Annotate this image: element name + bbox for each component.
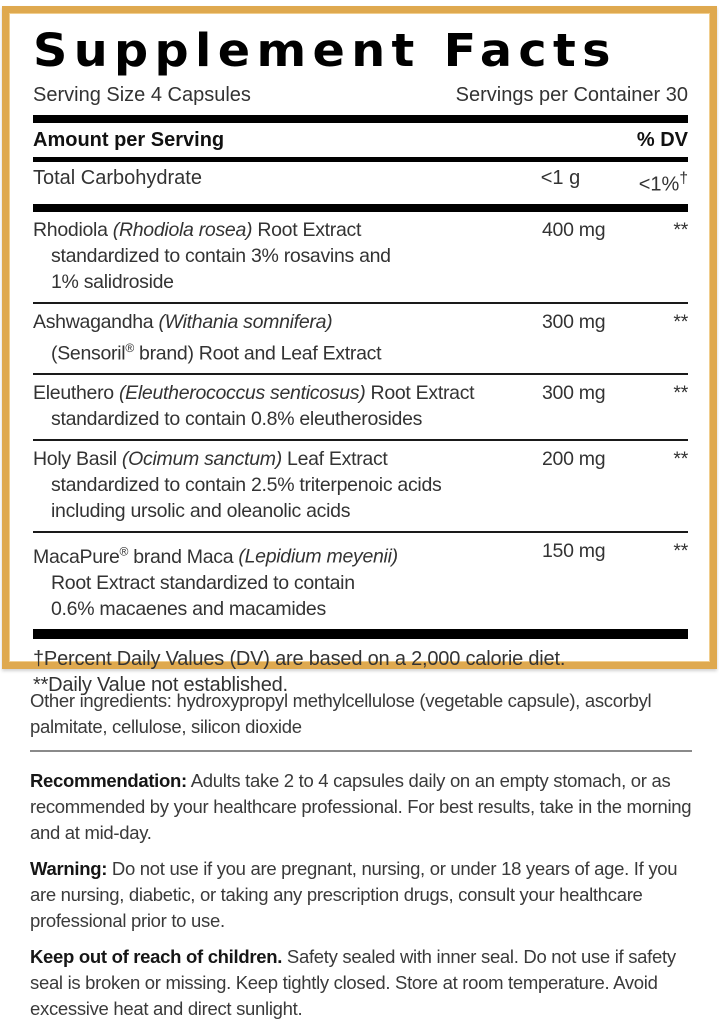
thick-rule bbox=[33, 115, 688, 123]
supplement-name-line bbox=[33, 546, 398, 568]
total-carbohydrate-row bbox=[33, 162, 688, 204]
registered-mark: ® bbox=[125, 340, 134, 355]
botanical-name: (Withania somnifera) bbox=[158, 310, 333, 333]
supplement-detail-line: standardized to contain 0.8% eleutherosides bbox=[51, 408, 423, 431]
ingredient-name: Holy Basil bbox=[33, 448, 117, 471]
footnote-dagger: †Percent Daily Values (DV) are based on a 2,000 calorie diet. bbox=[33, 647, 566, 670]
supplement-name bbox=[33, 538, 542, 622]
supplement-row bbox=[33, 373, 688, 439]
botanical-name: (Lepidium meyenii) bbox=[238, 545, 398, 568]
supplement-name-line bbox=[33, 448, 388, 470]
info-paragraph bbox=[30, 944, 692, 1022]
thick-rule bbox=[33, 204, 688, 212]
ingredient-name: Root Extract bbox=[370, 382, 475, 405]
supplement-amount: 200 mg bbox=[542, 448, 606, 471]
paragraph-text: Safety sealed with inner seal. Do not use if safety seal is broken or missing. Keep tightly closed. Store at room temperature. Avoid excessive heat and direct sunlight. bbox=[30, 946, 676, 1019]
supplement-row bbox=[33, 212, 688, 302]
supplement-rows bbox=[33, 212, 688, 629]
nutrient-amount: <1 g bbox=[540, 167, 581, 189]
dagger-mark: † bbox=[679, 170, 688, 187]
supplement-detail-line: (Sensoril® brand) Root and Leaf Extract bbox=[51, 340, 382, 365]
supplement-name bbox=[33, 380, 542, 432]
ingredient-name: Root Extract bbox=[257, 218, 362, 241]
supplement-name bbox=[33, 217, 542, 295]
column-header-row bbox=[33, 123, 688, 157]
supplement-detail-line: Root Extract standardized to contain bbox=[51, 571, 355, 594]
paragraph-text: Adults take 2 to 4 capsules daily on an empty stomach, or as recommended by your healthcare professional. For best results, take in the morning and at mid-day. bbox=[30, 770, 692, 843]
paragraph-lead: Keep out of reach of children. bbox=[30, 946, 283, 967]
botanical-name: (Ocimum sanctum) bbox=[121, 448, 282, 471]
supplement-dv: ** bbox=[673, 310, 688, 333]
supplement-row bbox=[33, 439, 688, 531]
supplement-amount: 300 mg bbox=[542, 382, 606, 405]
percent-dv-header: % DV bbox=[636, 129, 688, 151]
supplement-name-line bbox=[33, 311, 332, 333]
paragraph-lead: Warning: bbox=[30, 858, 108, 879]
supplement-amount: 400 mg bbox=[542, 218, 606, 241]
amount-per-serving-header: Amount per Serving bbox=[33, 129, 225, 151]
paragraph-lead: Recommendation: bbox=[30, 770, 187, 791]
info-section bbox=[30, 688, 692, 1024]
panel-title: Supplement Facts bbox=[33, 24, 617, 77]
section-divider bbox=[30, 750, 692, 752]
serving-size: Serving Size 4 Capsules bbox=[33, 84, 251, 106]
supplement-detail-line: 0.6% macaenes and macamides bbox=[51, 597, 326, 620]
paragraph-text: Do not use if you are pregnant, nursing, or under 18 years of age. If you are nursing, diabetic, or taking any prescription drugs, consult your healthcare professional prior to use. bbox=[30, 858, 678, 931]
supplement-name-line bbox=[33, 219, 361, 241]
botanical-name: (Rhodiola rosea) bbox=[112, 218, 253, 241]
botanical-name: (Eleutherococcus senticosus) bbox=[118, 382, 366, 405]
supplement-name bbox=[33, 446, 542, 524]
supplement-dv: ** bbox=[673, 218, 688, 241]
footnote-asterisk: **Daily Value not established. bbox=[33, 673, 288, 696]
ingredient-name: Eleuthero bbox=[33, 382, 114, 405]
paragraph-lead: Other ingredients: bbox=[30, 690, 172, 711]
ingredient-name: Ashwagandha bbox=[33, 310, 154, 333]
supplement-row bbox=[33, 302, 688, 374]
supplement-row bbox=[33, 531, 688, 629]
supplement-name bbox=[33, 309, 542, 367]
nutrient-name: Total Carbohydrate bbox=[33, 167, 202, 189]
supplement-amount: 150 mg bbox=[542, 540, 606, 563]
ingredient-name: Rhodiola bbox=[33, 218, 108, 241]
info-paragraph bbox=[30, 688, 692, 740]
ingredient-name: MacaPure® brand Maca bbox=[33, 544, 234, 568]
supplement-dv: ** bbox=[673, 448, 688, 471]
supplement-detail-line: 1% salidroside bbox=[51, 270, 174, 293]
servings-per-container: Servings per Container 30 bbox=[455, 84, 688, 106]
supplement-name-line bbox=[33, 382, 474, 404]
supplement-dv: ** bbox=[673, 382, 688, 405]
supplement-detail-line: including ursolic and oleanolic acids bbox=[51, 500, 351, 523]
registered-mark: ® bbox=[119, 544, 129, 559]
supplement-dv: ** bbox=[673, 540, 688, 563]
serving-row bbox=[33, 79, 688, 115]
supplement-detail-line: standardized to contain 3% rosavins and bbox=[51, 244, 391, 267]
nutrient-dv: <1%† bbox=[638, 170, 688, 196]
info-paragraph bbox=[30, 856, 692, 934]
info-paragraph bbox=[30, 768, 692, 846]
ingredient-name: Leaf Extract bbox=[287, 448, 388, 471]
supplement-detail-line: standardized to contain 2.5% triterpenoic acids bbox=[51, 474, 442, 497]
supplement-amount: 300 mg bbox=[542, 310, 606, 333]
paragraph-text: hydroxypropyl methylcellulose (vegetable capsule), ascorbyl palmitate, cellulose, silicon dioxide bbox=[30, 690, 652, 737]
supplement-facts-panel bbox=[2, 6, 717, 696]
thick-rule bbox=[33, 629, 688, 639]
